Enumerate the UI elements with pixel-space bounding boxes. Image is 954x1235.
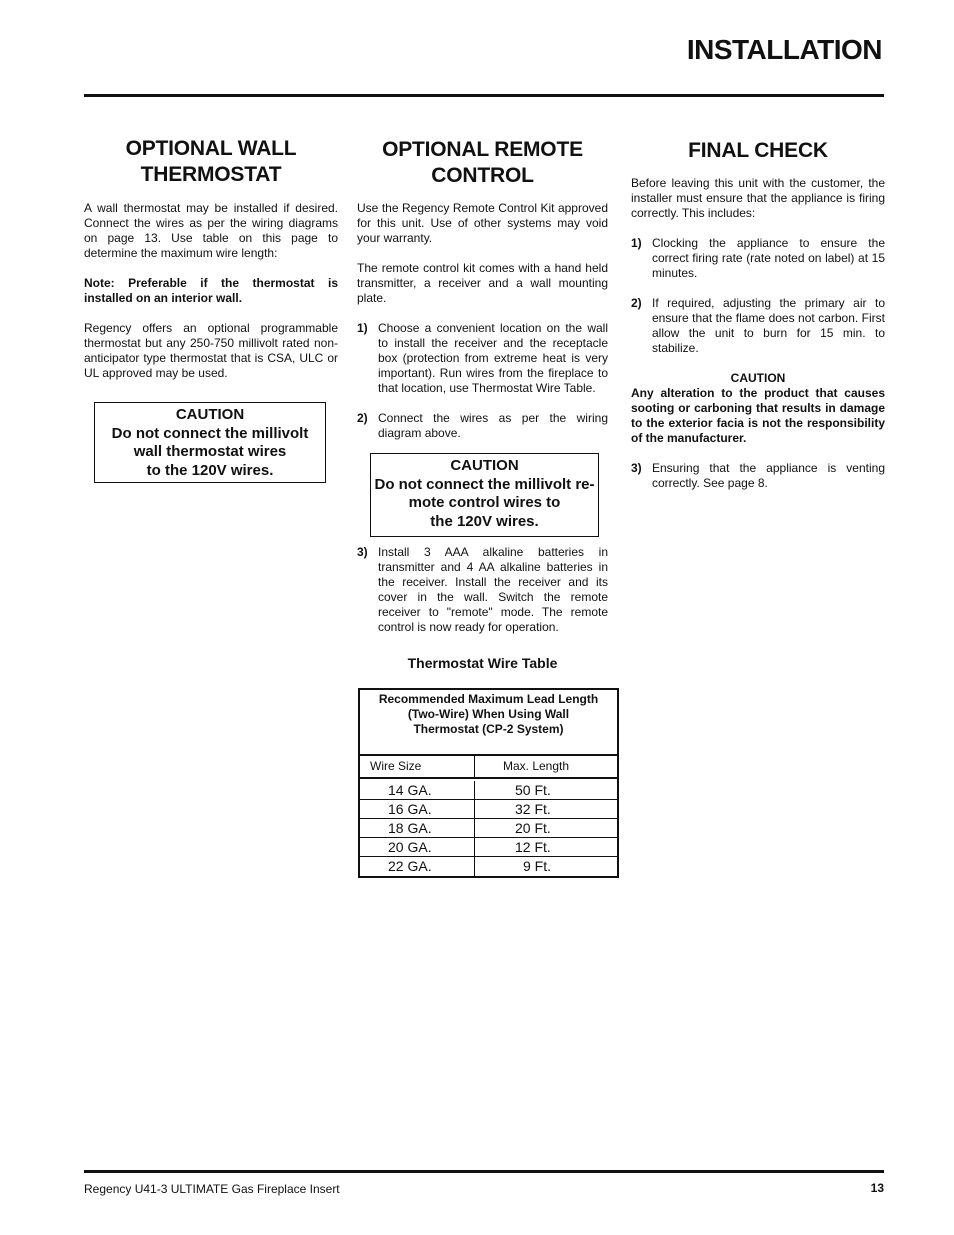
- section-heading-final-check: FINAL CHECK: [688, 139, 828, 162]
- table-row: 20 GA. 12 Ft.: [360, 838, 617, 857]
- table-column-headers: [360, 756, 617, 779]
- footer-product-name: Regency U41-3 ULTIMATE Gas Fireplace Insert: [84, 1182, 340, 1196]
- bottom-rule: [84, 1170, 884, 1173]
- list-item: 1) Choose a convenient location on the wall to install the receiver and the receptacle box (protection from extreme heat is very important). Run wires from the fireplace to that location, use Thermostat Wire Table.: [357, 321, 608, 395]
- page-number: 13: [870, 1181, 884, 1195]
- caution-box-wall-thermostat: CAUTION Do not connect the millivolt wall thermostat wires to the 120V wires.: [94, 402, 326, 483]
- list-item: 3) Ensuring that the appliance is venting correctly. See page 8.: [631, 461, 885, 490]
- table-header: Recommended Maximum Lead Length (Two-Wire) When Using Wall Thermostat (CP-2 System): [360, 690, 617, 756]
- remote-control-intro: Use the Regency Remote Control Kit approved for this unit. Use of other systems may void your warranty.: [357, 201, 608, 245]
- list-item: 3) Install 3 AAA alkaline batteries in transmitter and 4 AA alkaline batteries in the receiver. Install the receiver and its cover in the wall. Switch the remote receiver to "remote" mode. The remote control is now ready for operation.: [357, 545, 608, 634]
- column-final-check: [631, 138, 885, 491]
- section-heading-wall-thermostat: OPTIONAL WALL THERMOSTAT: [125, 137, 297, 186]
- table-row: 14 GA. 50 Ft.: [360, 781, 617, 800]
- table-row: 22 GA. 9 Ft.: [360, 857, 617, 876]
- list-item: 1) Clocking the appliance to ensure the correct firing rate (rate noted on label) at 15 minutes.: [631, 236, 885, 280]
- thermostat-wire-table: [358, 688, 619, 878]
- column-header-wire-size: Wire Size: [370, 759, 422, 773]
- top-rule: [84, 94, 884, 97]
- caution-title-final-check: CAUTION: [730, 371, 786, 385]
- caution-text-final-check: Any alteration to the product that causes sooting or carboning that results in damage to the exterior facia is not the responsibility of the manufacturer.: [631, 386, 885, 445]
- page-title: INSTALLATION: [686, 34, 882, 65]
- column-header-max-length: Max. Length: [503, 759, 570, 773]
- table-title: Thermostat Wire Table: [407, 655, 558, 671]
- table-row: 16 GA. 32 Ft.: [360, 800, 617, 819]
- final-check-intro: Before leaving this unit with the customer, the installer must ensure that the appliance is firing correctly. This includes:: [631, 176, 885, 220]
- remote-control-kit: The remote control kit comes with a hand held transmitter, a receiver and a wall mounting plate.: [357, 261, 608, 305]
- wall-thermostat-options: Regency offers an optional programmable thermostat but any 250-750 millivolt rated non-anticipator type thermostat that is CSA, ULC or UL approved may be used.: [84, 321, 338, 380]
- list-item: 2) If required, adjusting the primary air to ensure that the flame does not carbon. First allow the unit to burn for 15 min. to stabilize.: [631, 296, 885, 355]
- table-row: 18 GA. 20 Ft.: [360, 819, 617, 838]
- caution-box-remote-control: CAUTION Do not connect the millivolt re- mote control wires to the 120V wires.: [370, 453, 599, 537]
- section-heading-remote-control: OPTIONAL REMOTE CONTROL: [382, 138, 583, 187]
- wall-thermostat-intro: A wall thermostat may be installed if desired. Connect the wires as per the wiring diagrams on page 13. Use table on this page to determine the maximum wire length:: [84, 201, 338, 260]
- column-remote-control: [357, 137, 608, 878]
- wall-thermostat-note: Note: Preferable if the thermostat is installed on an interior wall.: [84, 276, 338, 305]
- list-item: 2) Connect the wires as per the wiring diagram above.: [357, 411, 608, 440]
- column-wall-thermostat: [84, 136, 338, 483]
